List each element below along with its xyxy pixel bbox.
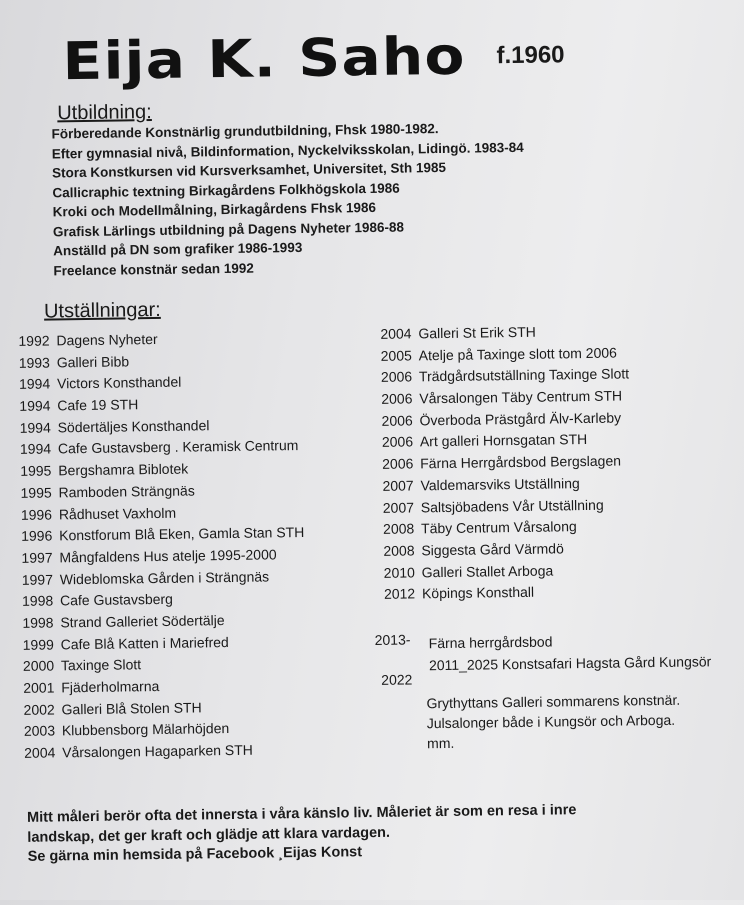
exhibition-venue: Rådhuset Vaxholm	[58, 504, 177, 522]
exhibition-year: 2003	[23, 722, 56, 740]
exhibition-entry	[382, 451, 630, 476]
artist-statement	[27, 801, 577, 867]
recurring-exhibitions	[429, 628, 712, 676]
exhibition-venue: Cafe Blå Katten i Mariefred	[60, 633, 229, 652]
note-line: Julsalonger både i Kungsör och Arboga.	[426, 711, 676, 732]
exhibition-venue: Art galleri Hornsgatan STH	[419, 431, 588, 450]
exhibition-year: 1994	[19, 419, 51, 436]
exhibition-entry	[22, 566, 305, 592]
exhibition-year: 2004	[380, 325, 412, 342]
education-item: Förberedande Konstnärlig grundutbildning, Fhsk 1980-1982.	[51, 121, 439, 142]
exhibition-venue: Wideblomska Gården i Strängnäs	[59, 568, 270, 587]
exhibition-venue: Cafe Gustavsberg	[59, 591, 174, 609]
exhibition-year: 2006	[380, 368, 413, 386]
exhibition-venue: Ramboden Strängnäs	[58, 482, 195, 501]
exhibition-venue: Vårsalongen Täby Centrum STH	[419, 387, 623, 407]
exhibition-venue: Cafe 19 STH	[57, 396, 139, 414]
exhibition-year: 2006	[382, 455, 414, 472]
exhibition-year: 1995	[20, 462, 52, 480]
exhibition-year: 1998	[21, 592, 54, 610]
exhibition-venue: Galleri Stallet Arboga	[421, 562, 554, 580]
exhibition-entry	[20, 435, 303, 461]
exhibition-year: 1995	[20, 484, 52, 501]
exhibition-year: 2007	[382, 498, 415, 516]
exhibition-year: 1998	[22, 614, 54, 631]
exhibition-venue: Atelje på Taxinge slott tom 2006	[418, 344, 617, 364]
note-line: Grythyttans Galleri sommarens konstnär.	[426, 691, 681, 712]
exhibition-venue: Klubbensborg Mälarhöjden	[61, 720, 230, 739]
exhibition-year: 2000	[22, 657, 55, 675]
year-2013: 2013-	[374, 631, 411, 648]
education-item: Kroki och Modellmålning, Birkagårdens Fhsk 1986	[52, 199, 377, 220]
farna-line: Färna herrgårdsbod	[428, 633, 553, 652]
exhibition-venue: Överboda Prästgård Älv-Karleby	[419, 409, 622, 429]
exhibition-venue: Mångfaldens Hus atelje 1995-2000	[59, 546, 277, 566]
exhibition-year: 1992	[18, 332, 50, 349]
exhibition-year: 2006	[381, 433, 414, 451]
statement-line: landskap, det ger kraft och glädje att klara vardagen.	[27, 824, 391, 846]
exhibition-venue: Täby Centrum Vårsalong	[420, 518, 577, 537]
exhibition-year: 1996	[21, 527, 53, 545]
education-item: Efter gymnasial nivå, Bildinformation, Nyckelviksskolan, Lidingö. 1983-84	[51, 139, 524, 161]
exhibition-year: 1999	[22, 636, 54, 653]
education-item: Grafisk Lärlings utbildning på Dagens Nyheter 1986-88	[52, 219, 405, 239]
exhibition-venue: Valdemarsviks Utställning	[420, 474, 580, 494]
exhibition-year: 1994	[18, 375, 51, 393]
exhibition-notes	[426, 690, 680, 754]
exhibition-year: 2007	[382, 477, 414, 494]
exhibition-entry	[381, 385, 629, 410]
exhibitions-left-column	[18, 327, 307, 765]
exhibition-year: 2008	[383, 542, 415, 559]
exhibition-year: 1997	[21, 549, 53, 566]
exhibition-venue: Galleri Blå Stolen STH	[61, 699, 202, 718]
exhibition-venue: Köpings Konsthall	[421, 584, 535, 602]
exhibition-venue: Strand Galleriet Södertälje	[60, 612, 225, 631]
exhibition-venue: Bergshamra Biblotek	[58, 460, 189, 479]
exhibition-venue: Konstforum Blå Eken, Gamla Stan STH	[59, 524, 305, 544]
education-item: Callicraphic textning Birkagårdens Folkhögskola 1986	[52, 180, 400, 200]
artist-name: Eija K. Saho	[62, 26, 466, 93]
exhibition-venue: Trädgårdsutställning Taxinge Slott	[418, 365, 630, 385]
exhibitions-right-column	[380, 320, 632, 605]
exhibition-entry	[24, 739, 307, 765]
education-list	[51, 116, 673, 281]
exhibition-year: 2010	[383, 563, 415, 581]
exhibition-entry	[384, 581, 632, 606]
exhibition-year: 1993	[18, 354, 51, 371]
exhibition-entry	[381, 407, 629, 432]
exhibition-year: 1996	[20, 505, 53, 523]
exhibition-venue: Galleri St Erik STH	[418, 323, 536, 342]
education-heading: Utbildning:	[57, 101, 152, 125]
konstsafari-line: 2011_2025 Konstsafari Hagsta Gård Kungsör	[428, 653, 712, 674]
exhibition-venue: Södertäljes Konsthandel	[57, 417, 210, 436]
exhibition-venue: Galleri Bibb	[56, 353, 130, 371]
exhibition-venue: Vårsalongen Hagaparken STH	[62, 741, 253, 761]
exhibition-year: 2002	[23, 701, 55, 718]
exhibition-year: 2008	[382, 520, 415, 538]
exhibition-year: 2004	[24, 744, 56, 761]
exhibition-venue: Dagens Nyheter	[56, 330, 158, 349]
exhibition-venue: Fjäderholmarna	[61, 677, 160, 696]
exhibition-year: 2001	[23, 679, 55, 696]
birth-year: f.1960	[496, 41, 565, 70]
exhibition-year: 2005	[380, 347, 412, 364]
exhibition-year: 1997	[21, 571, 54, 588]
exhibition-year: 1994	[19, 440, 52, 458]
exhibition-year: 2006	[381, 390, 413, 407]
exhibition-venue: Victors Konsthandel	[56, 374, 182, 392]
exhibitions-heading: Utställningar:	[43, 298, 161, 323]
exhibition-entry	[383, 494, 631, 519]
exhibition-venue: Färna Herrgårdsbod Bergslagen	[420, 452, 622, 472]
note-line: mm.	[426, 734, 455, 752]
year-2022: 2022	[381, 671, 413, 688]
exhibition-year: 1994	[19, 397, 51, 414]
education-item: Freelance konstnär sedan 1992	[53, 260, 254, 278]
exhibition-venue: Saltsjöbadens Vår Utställning	[420, 496, 604, 515]
statement-line: Se gärna min hemsida på Facebook ¸Eijas Konst	[27, 844, 363, 865]
exhibition-venue: Taxinge Slott	[60, 656, 142, 674]
statement-line: Mitt måleri berör ofta det innersta i våra känslo liv. Måleriet är som en resa i inre	[26, 802, 577, 826]
exhibition-year: 2006	[381, 412, 413, 429]
exhibition-venue: Siggesta Gård Värmdö	[421, 540, 564, 559]
education-item: Anställd på DN som grafiker 1986-1993	[53, 239, 303, 259]
exhibition-year: 2012	[383, 585, 416, 603]
exhibition-venue: Cafe Gustavsberg . Keramisk Centrum	[57, 437, 299, 457]
education-item: Stora Konstkursen vid Kursverksamhet, Universitet, Sth 1985	[51, 159, 447, 181]
